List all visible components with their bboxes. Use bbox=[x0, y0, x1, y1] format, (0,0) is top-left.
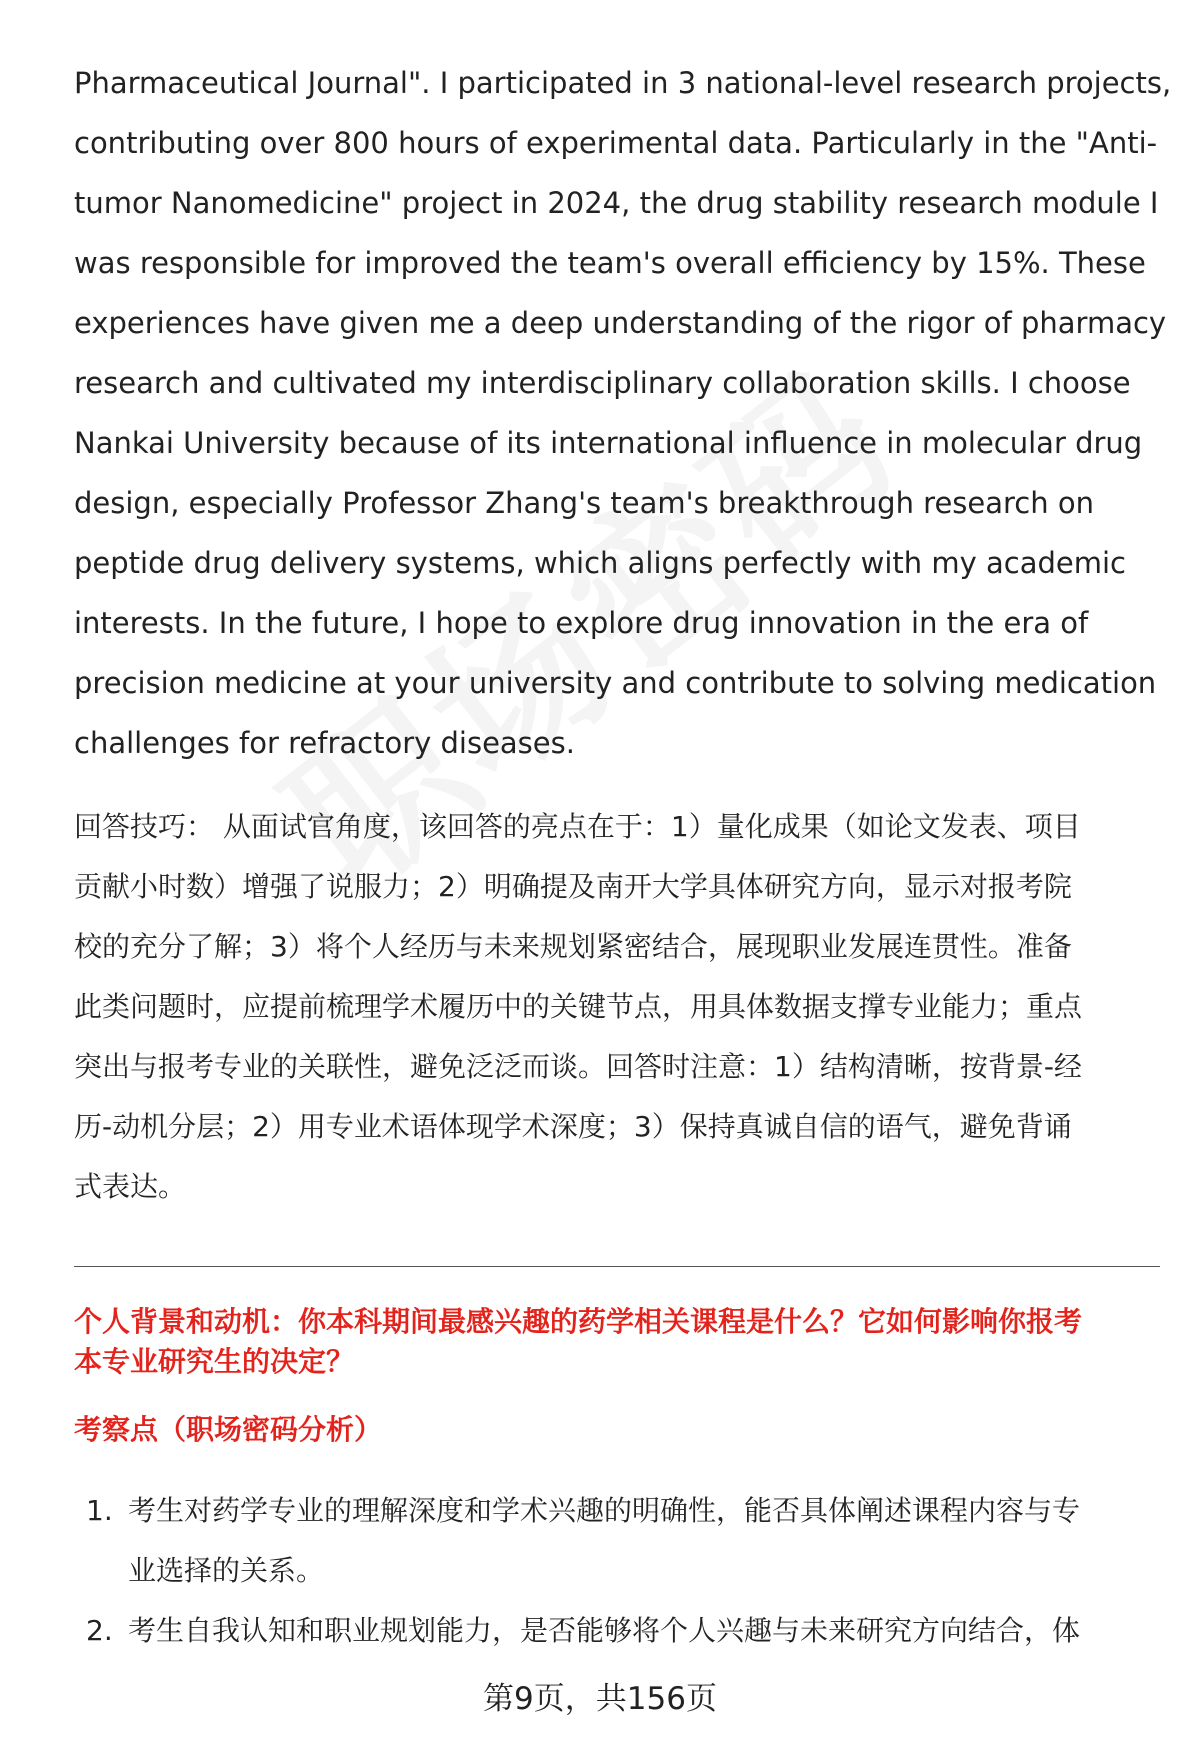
text-line: challenges for refractory diseases. bbox=[74, 726, 575, 760]
text-line: tumor Nanomedicine" project in 2024, the drug stability research module I bbox=[74, 186, 1159, 220]
page-footer: 第9页，共156页 bbox=[483, 1681, 717, 1717]
answer-tips-paragraph bbox=[74, 797, 1160, 1217]
question-line: 本专业研究生的决定？ bbox=[74, 1345, 355, 1378]
text-line: 贡献小时数）增强了说服力；2）明确提及南开大学具体研究方向，显示对报考院 bbox=[74, 870, 1072, 903]
text-line: contributing over 800 hours of experimental data. Particularly in the "Anti- bbox=[74, 126, 1158, 160]
text-line: experiences have given me a deep understanding of the rigor of pharmacy bbox=[74, 306, 1167, 340]
text-line: 回答技巧： 从面试官角度，该回答的亮点在于：1）量化成果（如论文发表、项目 bbox=[74, 810, 1081, 843]
list-item bbox=[74, 1601, 1160, 1661]
text-line: Pharmaceutical Journal". I participated in 3 national-level research projects, bbox=[74, 66, 1172, 100]
question-line: 个人背景和动机：你本科期间最感兴趣的药学相关课程是什么？它如何影响你报考 bbox=[74, 1305, 1083, 1338]
text-line: 校的充分了解；3）将个人经历与未来规划紧密结合，展现职业发展连贯性。准备 bbox=[74, 930, 1072, 963]
text-line: 式表达。 bbox=[74, 1170, 187, 1203]
text-line: interests. In the future, I hope to explore drug innovation in the era of bbox=[74, 606, 1089, 640]
list-item-line: 考生对药学专业的理解深度和学术兴趣的明确性，能否具体阐述课程内容与专 bbox=[128, 1494, 1081, 1527]
section-divider bbox=[74, 1266, 1160, 1267]
assessment-points-list bbox=[74, 1481, 1160, 1661]
text-line: 突出与报考专业的关联性，避免泛泛而谈。回答时注意：1）结构清晰，按背景-经 bbox=[74, 1050, 1082, 1083]
text-line: was responsible for improved the team's overall efficiency by 15%. These bbox=[74, 246, 1146, 280]
text-line: design, especially Professor Zhang's team's breakthrough research on bbox=[74, 486, 1094, 520]
answer-paragraph-en bbox=[74, 53, 1172, 773]
section-subheading: 考察点（职场密码分析） bbox=[74, 1413, 383, 1446]
list-number: 1. bbox=[86, 1494, 113, 1527]
text-line: precision medicine at your university and contribute to solving medication bbox=[74, 666, 1157, 700]
list-item-line: 业选择的关系。 bbox=[128, 1554, 325, 1587]
list-number: 2. bbox=[86, 1614, 113, 1647]
list-item-line: 考生自我认知和职业规划能力，是否能够将个人兴趣与未来研究方向结合，体 bbox=[128, 1614, 1081, 1647]
text-line: 历-动机分层；2）用专业术语体现学术深度；3）保持真诚自信的语气，避免背诵 bbox=[74, 1110, 1072, 1143]
list-item bbox=[74, 1481, 1160, 1601]
text-line: 此类问题时，应提前梳理学术履历中的关键节点，用具体数据支撑专业能力；重点 bbox=[74, 990, 1083, 1023]
text-line: peptide drug delivery systems, which aligns perfectly with my academic bbox=[74, 546, 1126, 580]
text-line: Nankai University because of its international influence in molecular drug bbox=[74, 426, 1143, 460]
question-heading bbox=[74, 1302, 1160, 1382]
text-line: research and cultivated my interdisciplinary collaboration skills. I choose bbox=[74, 366, 1131, 400]
